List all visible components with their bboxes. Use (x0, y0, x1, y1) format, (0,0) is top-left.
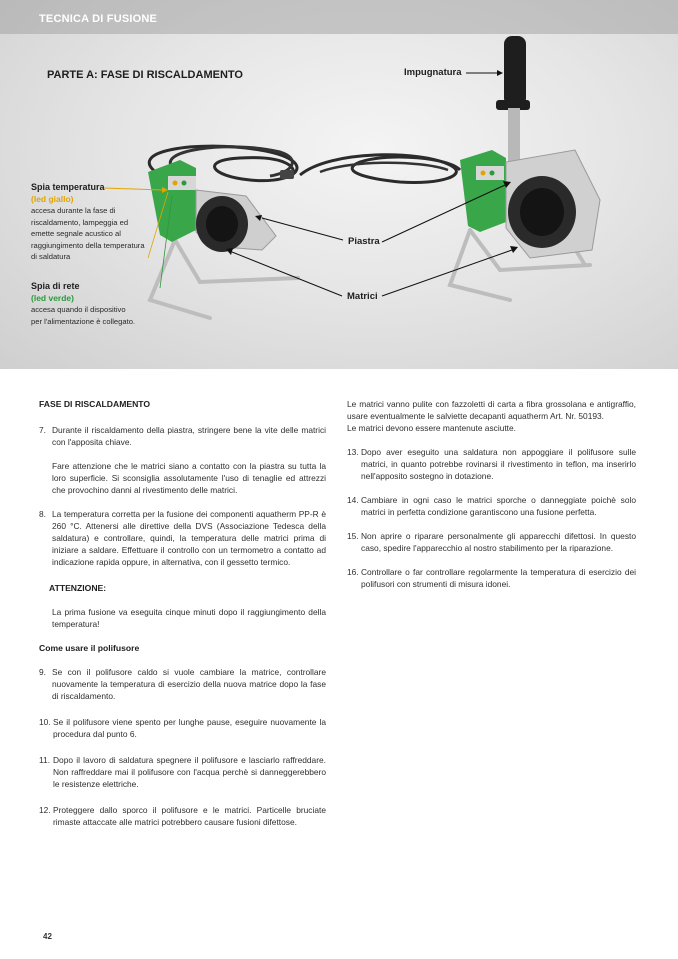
item-text: Dopo aver eseguito una saldatura non appoggiare il polifusore sulle matrici, in quanto potrebbe rovinarsi il rivestimento in teflon, ma inserirlo nell'apposito sostegno in dotazione. (361, 447, 636, 481)
intro-paragraph: Le matrici vanno pulite con fazzoletti di carta a fibra grossolana e antigraffio, usare eventualmente le salviette decapanti aquatherm Art. Nr. 50193. (347, 399, 636, 421)
item-text: Se con il polifusore caldo si vuole cambiare la matrice, controllare nuovamente la temperatura di esercizio della nuova matrice dopo la fase di riscaldamento. (52, 667, 326, 701)
spia-temperatura-color: (led giallo) (31, 193, 74, 204)
list-item (347, 446, 636, 482)
spia-temperatura-line: accesa durante la fase di (31, 206, 116, 215)
item-text: Durante il riscaldamento della piastra, stringere bene la vite delle matrici con l'apposita chiave. (52, 425, 326, 447)
spia-rete-callout (31, 281, 161, 327)
item-text: Dopo il lavoro di saldatura spegnere il polifusore e lasciarlo raffreddare. Non raffreddare mai il polifusore con l'acqua perchè si danneggerebbero le resistenze elettriche. (53, 755, 326, 789)
spia-temperatura-title: Spia temperatura (31, 182, 105, 192)
item-number: 8. (39, 509, 46, 519)
item-number: 15. (347, 531, 359, 541)
left-column (39, 398, 326, 828)
product-photo (0, 0, 678, 369)
intro-paragraph: Le matrici devono essere mantenute asciutte. (347, 423, 516, 433)
item-number: 14. (347, 495, 359, 505)
spia-temperatura-callout (31, 182, 153, 263)
list-item (347, 494, 636, 518)
label-impugnatura: Impugnatura (404, 67, 462, 78)
item-text: Cambiare in ogni caso le matrici sporche o danneggiate poichè solo matrici in perfetta condizione garantiscono una fusione perfetta. (361, 495, 636, 517)
item-text: Proteggere dallo sporco il polifusore e le matrici. Particelle bruciate rimaste attaccate alle matrici potrebbero causare fusioni difettose. (53, 805, 326, 827)
item-number: 12. (39, 805, 51, 815)
list-item (39, 424, 326, 448)
list-item (39, 508, 326, 568)
list-item (39, 716, 326, 740)
attention-title: ATTENZIONE: (49, 583, 107, 593)
part-title: PARTE A: FASE DI RISCALDAMENTO (47, 69, 243, 81)
list-item (39, 754, 326, 790)
item-number: 7. (39, 425, 46, 435)
section-heading: FASE DI RISCALDAMENTO (39, 399, 151, 409)
list-item (39, 666, 326, 702)
spia-temperatura-line: raggiungimento della temperatura (31, 240, 145, 250)
attention-text: La prima fusione va eseguita cinque minuti dopo il raggiungimento della temperatura! (52, 607, 326, 629)
label-matrici: Matrici (347, 291, 378, 302)
item-number: 16. (347, 567, 359, 577)
list-item (347, 530, 636, 554)
list-item (39, 804, 326, 828)
spia-rete-color: (led verde) (31, 292, 74, 303)
item-number: 10. (39, 717, 51, 727)
item-text: La temperatura corretta per la fusione dei componenti aquatherm PP-R è 260 °C. Attenersi alle direttive della DVS (Associazione Tedesca della saldatura) e controllare, quindi, la temperatura delle matrici prima di iniziare a saldare. Effettuare il controllo con un termometro a contatto ad indicazione rapida oppure, in alternativa, con il gessetto termico. (52, 509, 326, 567)
label-piastra: Piastra (348, 236, 380, 247)
item-number: 9. (39, 667, 46, 677)
item-text: Controllare o far controllare regolarmente la temperatura di esercizio dei polifusori con strumenti di misura idonei. (361, 567, 636, 589)
item-text: Se il polifusore viene spento per lunghe pause, eseguire nuovamente la procedura dal punto 6. (53, 717, 326, 739)
item-note: Fare attenzione che le matrici siano a contatto con la piastra su tutta la loro superficie. Si sconsiglia assolutamente l'uso di tenaglie ed attrezzi che provochino danni al rivestimento delle matrici. (52, 461, 326, 495)
item-text: Non aprire o riparare personalmente gli apparecchi difettosi. In questo caso, spedire l'apparecchio al nostro stabilimento per la riparazione. (361, 531, 636, 553)
item-number: 13. (347, 447, 359, 457)
spia-temperatura-line: di saldatura (31, 252, 71, 261)
subheading: Come usare il polifusore (39, 643, 140, 653)
page-number: 42 (43, 932, 52, 941)
spia-rete-line: per l'alimentazione è collegato. (31, 316, 136, 326)
spia-temperatura-line: riscaldamento, lampeggia ed (31, 217, 129, 227)
list-item (347, 566, 636, 590)
item-number: 11. (39, 755, 51, 765)
spia-temperatura-line: emette segnale acustico al (31, 229, 121, 238)
spia-rete-title: Spia di rete (31, 281, 80, 291)
section-tag: TECNICA DI FUSIONE (39, 13, 158, 25)
spia-rete-line: accesa quando il dispositivo (31, 305, 126, 314)
right-column (347, 398, 636, 590)
